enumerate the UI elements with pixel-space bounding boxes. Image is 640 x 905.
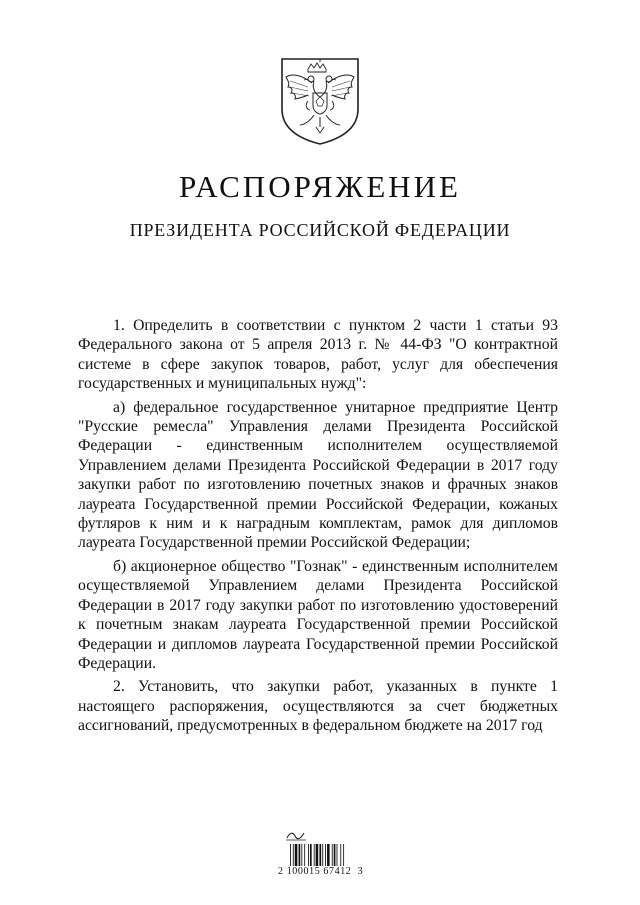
barcode-icon (290, 844, 360, 866)
paragraph-2: 2. Установить, что закупки работ, указанных в пункте 1 настоящего распоряжения, осуществляются за счет бюджетных ассигнований, предусмотренных в федеральном бюджете на 2017 год (78, 678, 558, 735)
document-body (78, 316, 558, 740)
paragraph-1a: а) федеральное государственное унитарное предприятие Центр "Русские ремесла" Управления делами Президента Российской Федерации - единственным исполнителем осуществляемой Управлением делами Президента Российской Федерации в 2017 году закупки работ по изготовлению почетных знаков и фрачных знаков лауреата Государственной премии Российской Федерации, кожаных футляров к ним и к наградным комплектам, рамок для дипломов лауреата Государственной премии Российской Федерации; (78, 398, 558, 552)
russian-coat-of-arms-icon (278, 57, 362, 145)
paragraph-1: 1. Определить в соответствии с пунктом 2 части 1 статьи 93 Федерального закона от 5 апреля 2013 г. № 44-ФЗ "О контрактной системе в сфере закупок товаров, работ, услуг для обеспечения государственных и муниципальных нужд": (78, 317, 558, 393)
printer-mark-icon (285, 828, 307, 840)
paragraph-1b: б) акционерное общество "Гознак" - единственным исполнителем осуществляемой Управлением делами Президента Российской Федерации в 2017 году закупки работ по изготовлению удостоверений к почетным знакам лауреата Государственной премии Российской Федерации и дипломов лауреата Государственной премии Российской Федерации. (78, 557, 558, 672)
barcode-number: 2 100015 67412 3 (278, 866, 364, 877)
document-subtitle: ПРЕЗИДЕНТА РОССИЙСКОЙ ФЕДЕРАЦИИ (129, 220, 511, 240)
document-title: РАСПОРЯЖЕНИЕ (179, 169, 461, 204)
